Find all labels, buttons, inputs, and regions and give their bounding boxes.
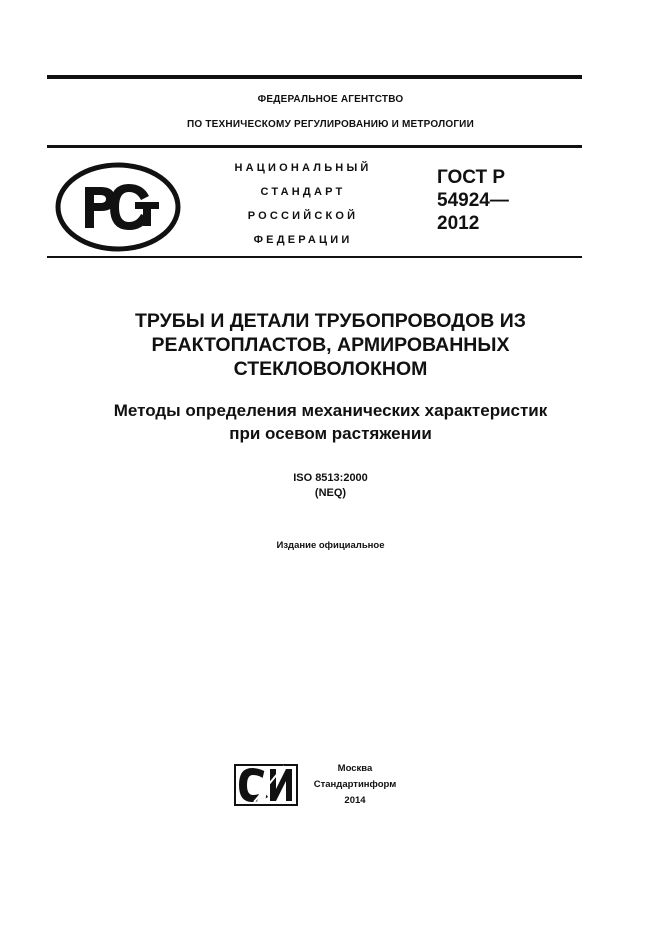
imprint-city: Москва	[337, 763, 373, 774]
imprint-publisher: Стандартинформ	[313, 779, 397, 790]
standard-type-line-2: СТАНДАРТ	[260, 186, 346, 198]
standard-type-line-4: ФЕДЕРАЦИИ	[253, 234, 353, 246]
agency-name-line-2: ПО ТЕХНИЧЕСКОМУ РЕГУЛИРОВАНИЮ И МЕТРОЛОГИИ	[187, 119, 474, 130]
standard-designation	[437, 166, 509, 235]
international-reference	[0, 471, 661, 501]
agency-name-line-1: ФЕДЕРАЛЬНОЕ АГЕНТСТВО	[257, 94, 404, 105]
imprint-year: 2014	[344, 795, 366, 806]
iso-standard-number: ISO 8513:2000	[293, 472, 368, 484]
document-subtitle	[40, 399, 621, 445]
imprint-block	[300, 761, 410, 809]
designation-line-1: ГОСТ Р	[437, 167, 506, 188]
iso-equivalence: (NEQ)	[314, 487, 347, 499]
standartinform-logo-icon	[234, 764, 298, 806]
header-bottom-rule	[47, 256, 582, 258]
standard-type-block	[208, 156, 398, 252]
standard-type-line-1: НАЦИОНАЛЬНЫЙ	[234, 162, 372, 174]
document-title	[40, 309, 621, 381]
title-line-2: РЕАКТОПЛАСТОВ, АРМИРОВАННЫХ	[151, 334, 510, 356]
title-line-3: СТЕКЛОВОЛОКНОМ	[233, 358, 428, 380]
designation-line-3: 2012	[437, 213, 480, 234]
top-rule	[47, 75, 582, 79]
title-line-1: ТРУБЫ И ДЕТАЛИ ТРУБОПРОВОДОВ ИЗ	[135, 310, 526, 332]
subtitle-line-1: Методы определения механических характеристик	[113, 401, 548, 420]
standard-type-line-3: РОССИЙСКОЙ	[247, 210, 359, 222]
header-rule	[47, 145, 582, 148]
gost-r-logo-icon	[55, 162, 181, 252]
subtitle-line-2: при осевом растяжении	[229, 424, 432, 443]
edition-label: Издание официальное	[276, 540, 385, 551]
designation-line-2: 54924—	[437, 190, 509, 211]
